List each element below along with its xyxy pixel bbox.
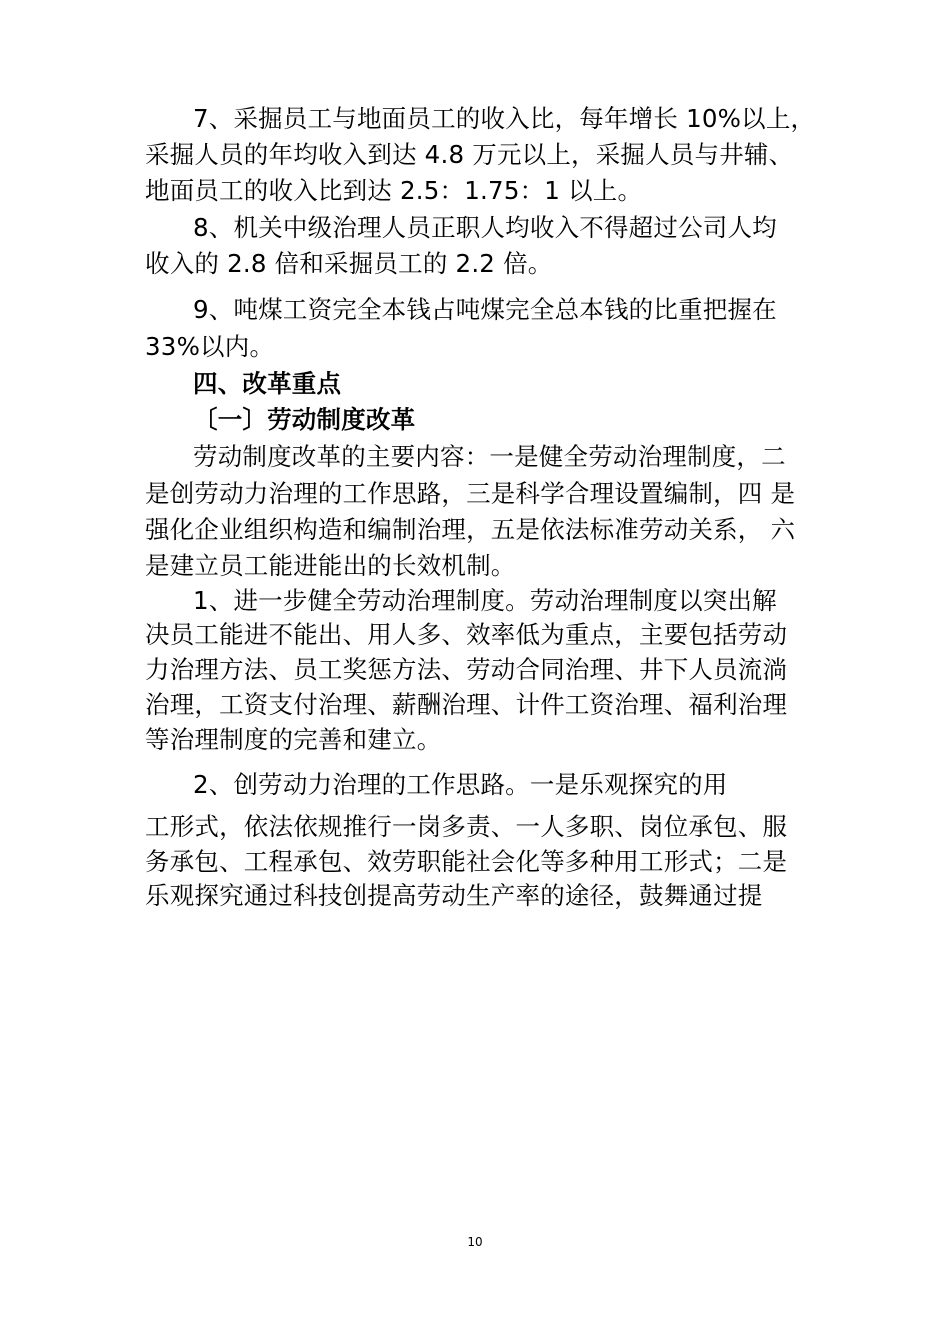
subsection-heading: 〔一〕劳动制度改革 [193, 405, 416, 434]
body-text-line: 采掘人员的年均收入到达 4.8 万元以上，采掘人员与井辅、 [145, 140, 794, 169]
body-text-line: 乐观探究通过科技创提高劳动生产率的途径，鼓舞通过提 [145, 881, 763, 910]
body-text-line: 9、吨煤工资完全本钱占吨煤完全总本钱的比重把握在 [193, 295, 777, 324]
body-text-line: 1、进一步健全劳动治理制度。劳动治理制度以突出解 [193, 586, 777, 615]
body-text-line: 是创劳动力治理的工作思路，三是科学合理设置编制，四 是 [145, 479, 796, 508]
page-number: 10 [467, 1235, 483, 1249]
body-text-line: 决员工能进不能出、用人多、效率低为重点，主要包括劳动 [145, 620, 788, 649]
body-text-line: 33%以内。 [145, 332, 275, 361]
body-text-line: 7、采掘员工与地面员工的收入比，每年增长 10%以上， [193, 104, 816, 133]
body-text-line: 2、创劳动力治理的工作思路。一是乐观探究的用 [193, 770, 728, 799]
body-text-line: 治理，工资支付治理、薪酬治理、计件工资治理、福利治理 [145, 690, 788, 719]
body-text-line: 地面员工的收入比到达 2.5：1.75：1 以上。 [145, 176, 643, 205]
section-heading: 四、改革重点 [193, 369, 342, 398]
body-text-line: 收入的 2.8 倍和采掘员工的 2.2 倍。 [145, 249, 553, 278]
body-text-line: 等治理制度的完善和建立。 [145, 725, 442, 754]
body-text-line: 是建立员工能进能出的长效机制。 [145, 551, 516, 580]
body-text-line: 强化企业组织构造和编制治理，五是依法标准劳动关系， 六 [145, 515, 796, 544]
body-text-line: 劳动制度改革的主要内容：一是健全劳动治理制度，二 [193, 442, 786, 471]
body-text-line: 务承包、工程承包、效劳职能社会化等多种用工形式；二是 [145, 847, 788, 876]
body-text-line: 8、机关中级治理人员正职人均收入不得超过公司人均 [193, 213, 777, 242]
body-text-line: 工形式，依法依规推行一岗多责、一人多职、岗位承包、服 [145, 812, 788, 841]
body-text-line: 力治理方法、员工奖惩方法、劳动合同治理、井下人员流淌 [145, 655, 788, 684]
